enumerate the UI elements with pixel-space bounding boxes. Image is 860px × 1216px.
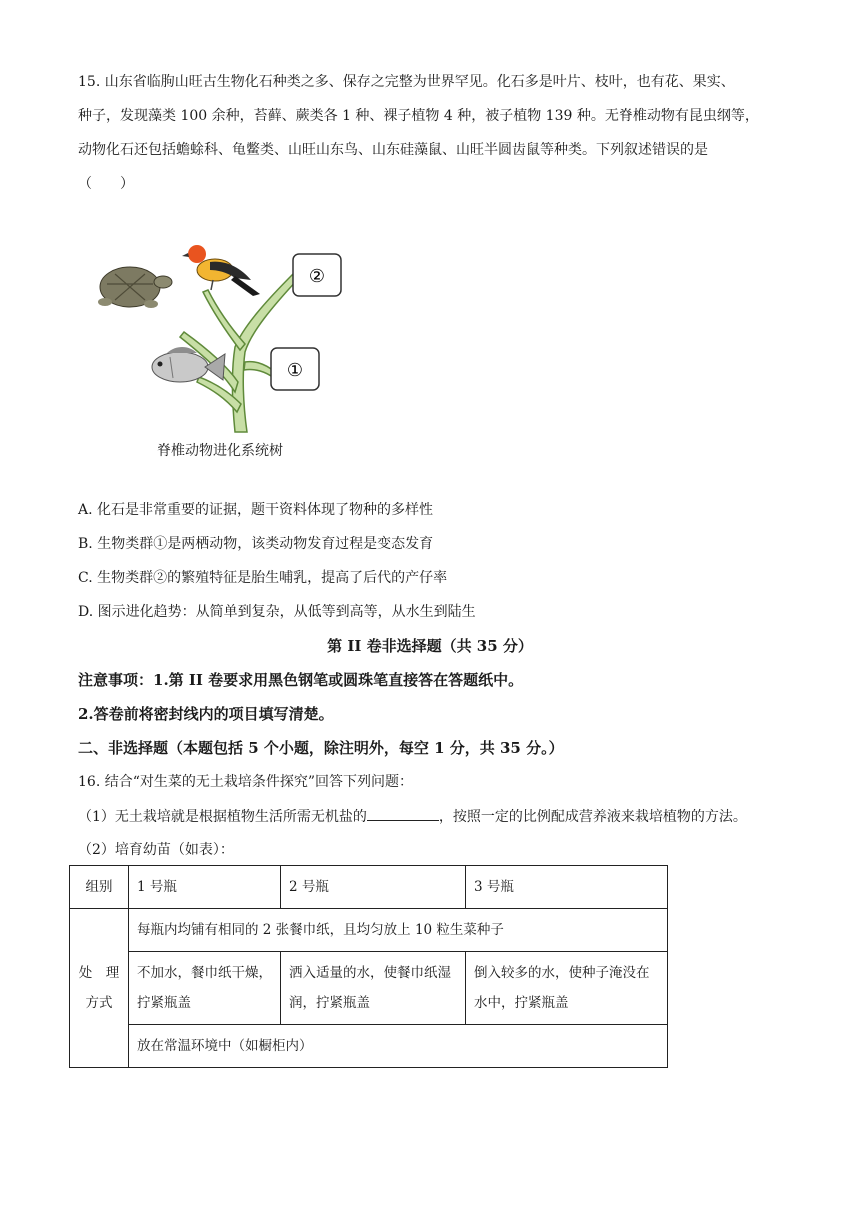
header-cell: 1 号瓶 (129, 866, 281, 909)
row-label: 处 理方式 (70, 909, 129, 1068)
figure-caption: 脊椎动物进化系统树 (157, 443, 283, 459)
section-heading: 二、非选择题（本题包括 5 个小题，除注明外，每空 1 分，共 35 分。） (78, 739, 564, 757)
option-a: A. 化石是非常重要的证据，题干资料体现了物种的多样性 (78, 502, 434, 518)
header-cell: 组别 (70, 866, 129, 909)
q15-line-1: 15. 山东省临朐山旺古生物化石种类之多、保存之完整为世界罕见。化石多是叶片、枝叶，也有花、果实、 (78, 74, 735, 90)
q15-line-2: 种子，发现藻类 100 余种，苔藓、蕨类各 1 种、裸子植物 4 种，被子植物 139 种。无脊椎动物有昆虫纲等， (78, 108, 759, 124)
q16-stem: 16. 结合“对生菜的无土栽培条件探究”回答下列问题： (78, 774, 414, 790)
q15-answer-paren: （ ） (78, 176, 134, 192)
option-b: B. 生物类群①是两栖动物，该类动物发育过程是变态发育 (78, 536, 434, 552)
bottle-3-cell: 倒入较多的水，使种子淹没在水中，拧紧瓶盖 (466, 952, 668, 1025)
evolution-tree-figure (85, 232, 355, 472)
q16-sub1-before: （1）无土栽培就是根据植物生活所需无机盐的 (78, 809, 367, 825)
fish-illustration (152, 347, 225, 382)
table-row (70, 909, 668, 952)
q16-sub2: （2）培育幼苗（如表）： (78, 842, 234, 858)
header-cell: 2 号瓶 (281, 866, 466, 909)
section-title: 第 II 卷非选择题（共 35 分） (327, 637, 533, 655)
option-c: C. 生物类群②的繁殖特征是胎生哺乳，提高了后代的产仔率 (78, 570, 448, 586)
table-row (70, 1025, 668, 1068)
experiment-table (69, 865, 668, 1068)
label-2: ② (308, 266, 326, 287)
q16-sub1 (78, 806, 747, 827)
bird-illustration (182, 245, 260, 296)
table-header-row (70, 866, 668, 909)
turtle-illustration (98, 267, 172, 308)
common-environment-cell: 放在常温环境中（如橱柜内） (129, 1025, 668, 1068)
answer-blank[interactable] (367, 806, 439, 821)
header-cell: 3 号瓶 (466, 866, 668, 909)
notice-2: 2.答卷前将密封线内的项目填写清楚。 (78, 705, 334, 723)
bottle-1-cell: 不加水，餐巾纸干燥，拧紧瓶盖 (129, 952, 281, 1025)
table-row (70, 952, 668, 1025)
common-setup-cell: 每瓶内均铺有相同的 2 张餐巾纸，且均匀放上 10 粒生菜种子 (129, 909, 668, 952)
label-1: ① (286, 360, 304, 381)
group-1-marker (271, 348, 319, 390)
bottle-2-cell: 洒入适量的水，使餐巾纸湿润，拧紧瓶盖 (281, 952, 466, 1025)
q16-sub1-after: ，按照一定的比例配成营养液来栽培植物的方法。 (438, 809, 747, 825)
notice-1: 注意事项：1.第 II 卷要求用黑色钢笔或圆珠笔直接答在答题纸中。 (78, 671, 524, 689)
q15-line-3: 动物化石还包括蟾蜍科、龟鳖类、山旺山东鸟、山东硅藻鼠、山旺半圆齿鼠等种类。下列叙述错误的是 (78, 142, 708, 158)
option-d: D. 图示进化趋势：从简单到复杂，从低等到高等，从水生到陆生 (78, 604, 476, 620)
group-2-marker (293, 254, 341, 296)
